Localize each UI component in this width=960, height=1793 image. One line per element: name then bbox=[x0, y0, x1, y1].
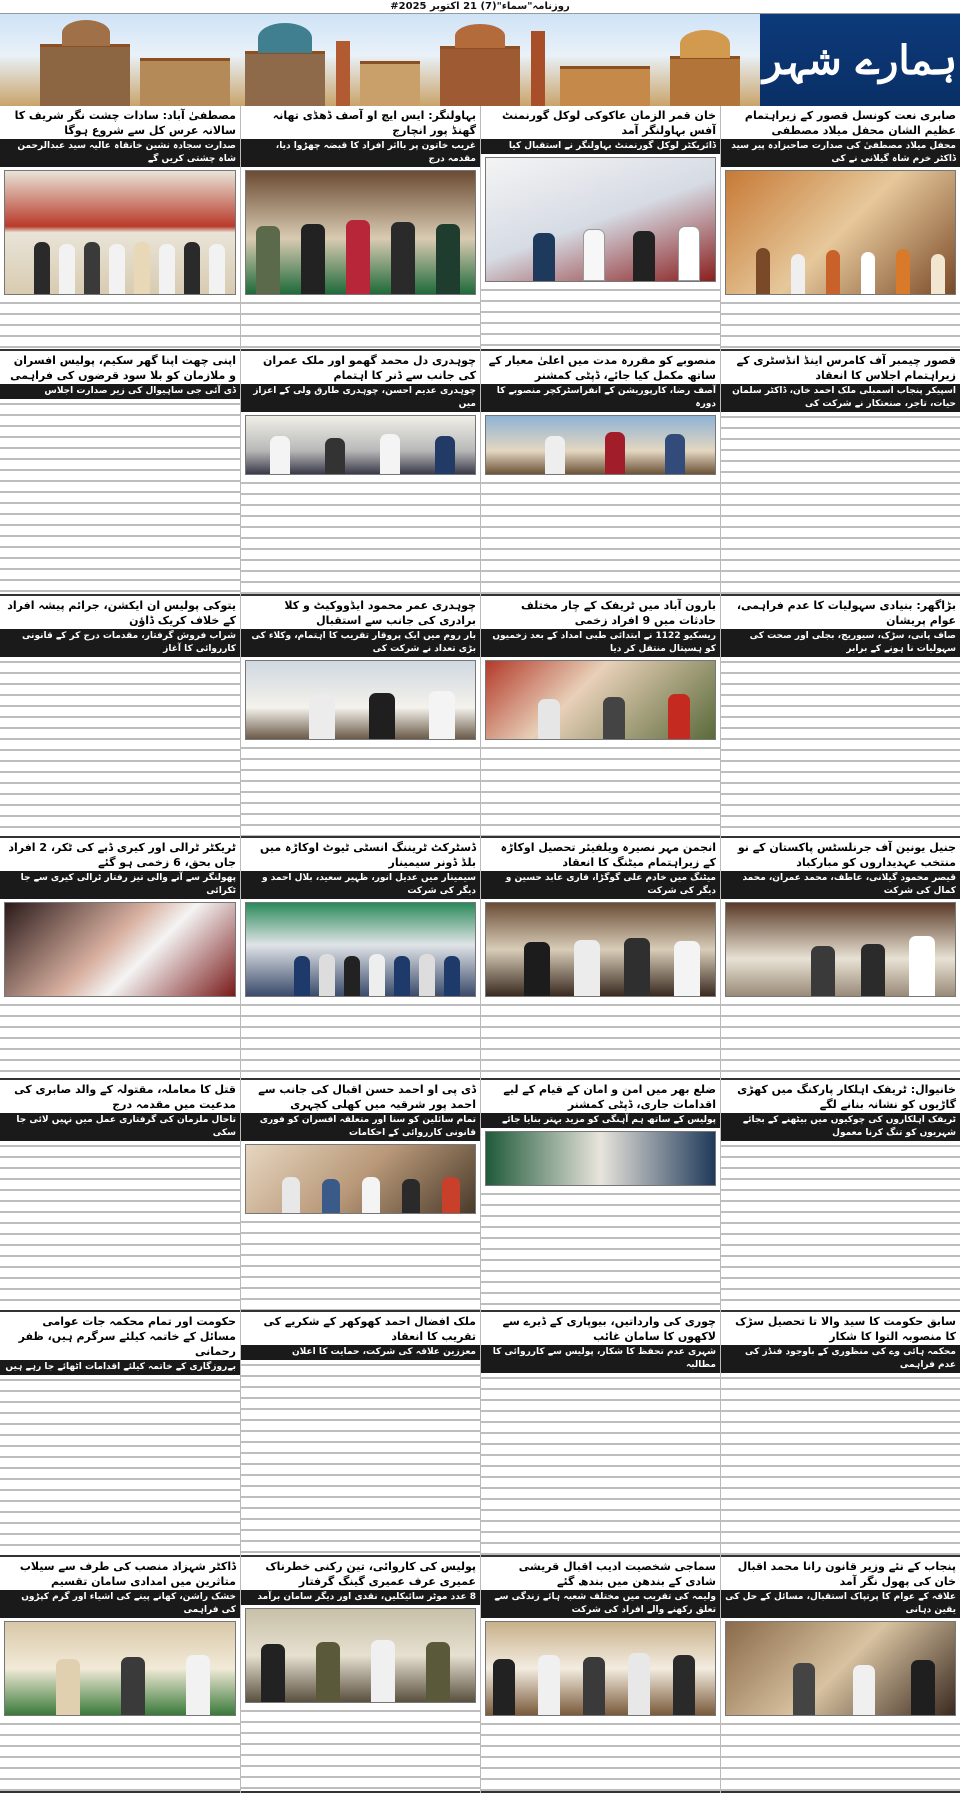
story-subheadline: سیمینار میں عدیل انور، ظہیر سعید، بلال احمد و دیگر کی شرکت bbox=[241, 871, 480, 899]
story-body-text bbox=[721, 1000, 960, 1078]
story-body-text bbox=[481, 285, 720, 349]
news-story bbox=[0, 106, 240, 351]
story-headline[interactable]: چوہدری دل محمد گھمو اور ملک عمران کی جانب سے ڈنر کا اہتمام bbox=[263, 354, 476, 382]
news-story bbox=[481, 351, 720, 596]
story-subheadline: پھولنگر سے آنے والی تیز رفتار ٹرالی کیری سے جا ٹکرائی bbox=[0, 871, 240, 899]
story-subheadline: محکمہ ہائی وے کی منظوری کے باوجود فنڈز کی عدم فراہمی bbox=[721, 1345, 960, 1373]
story-subheadline: اسپیکر پنجاب اسمبلی ملک احمد خان، ڈاکٹر سلمان حیات، تاجر، صنعتکار نے شرکت کی bbox=[721, 384, 960, 412]
story-subheadline: ڈائریکٹر لوکل گورنمنٹ بہاولنگر نے استقبال کیا bbox=[481, 139, 720, 154]
story-photo bbox=[4, 170, 236, 295]
story-body-text bbox=[241, 743, 480, 836]
story-subheadline: آصف رضا، کارپوریشن کے انفراسٹرکچر منصوبے کا دورہ bbox=[481, 384, 720, 412]
news-story bbox=[0, 1557, 240, 1793]
story-headline[interactable]: بڑاگھر: بنیادی سہولیات کا عدم فراہمی، عوام پریشان bbox=[736, 599, 956, 627]
story-subheadline: 8 عدد موٹر سائیکلیں، نقدی اور دیگر سامان برآمد bbox=[241, 1590, 480, 1605]
story-body-text bbox=[481, 1719, 720, 1791]
story-photo bbox=[485, 1131, 716, 1186]
story-body-text bbox=[481, 1000, 720, 1078]
section-banner bbox=[0, 14, 960, 106]
story-subheadline: شراب فروش گرفتار، مقدمات درج کر کے قانونی کارروائی کا آغاز bbox=[0, 629, 240, 657]
story-body-text bbox=[481, 1373, 720, 1555]
news-story bbox=[241, 1312, 480, 1557]
story-headline[interactable]: سابق حکومت کا سید والا تا تحصیل سڑک کا منصوبہ التوا کا شکار bbox=[735, 1315, 956, 1343]
story-headline[interactable]: پنجاب کے نئے وزیر قانون رانا محمد اقبال خان کی پھول نگر آمد bbox=[737, 1560, 956, 1588]
story-subheadline: ریسکیو 1122 نے ابتدائی طبی امداد کے بعد زخمیوں کو ہسپتال منتقل کر دیا bbox=[481, 629, 720, 657]
story-headline[interactable]: صابری نعت کونسل قصور کے زیراہتمام عظیم الشان محفل میلاد مصطفی bbox=[744, 109, 956, 137]
story-photo bbox=[485, 157, 716, 282]
news-story bbox=[241, 838, 480, 1080]
story-headline[interactable]: یتوکی پولیس ان ایکشن، جرائم پیشہ افراد کے خلاف کریک ڈاؤن bbox=[7, 599, 236, 627]
story-body-text bbox=[241, 1000, 480, 1078]
story-subheadline: ڈی آئی جی ساہیوال کی زیر صدارت اجلاس bbox=[0, 384, 240, 399]
story-subheadline: قیصر محمود گیلانی، عاطف، محمد عمران، محمد کمال کی شرکت bbox=[721, 871, 960, 899]
news-story bbox=[241, 596, 480, 838]
story-photo bbox=[245, 660, 476, 740]
news-story bbox=[481, 596, 720, 838]
story-headline[interactable]: قصور چیمبر آف کامرس اینڈ انڈسٹری کے زیراہتمام اجلاس کا انعقاد bbox=[736, 354, 956, 382]
story-photo bbox=[245, 415, 476, 475]
news-story bbox=[481, 1312, 720, 1557]
news-story bbox=[0, 351, 240, 596]
story-body-text bbox=[0, 298, 240, 349]
story-photo bbox=[485, 1621, 716, 1716]
story-photo bbox=[4, 1621, 236, 1716]
story-photo bbox=[245, 1608, 476, 1703]
story-headline[interactable]: بہاولنگر: ایس ایچ او آصف ڈھڈی تھانہ گھنڈ پور انچارج bbox=[272, 109, 476, 137]
story-headline[interactable]: بارون آباد میں ٹریفک کے چار مختلف حادثات میں 9 افراد زخمی bbox=[520, 599, 716, 627]
news-story bbox=[481, 106, 720, 351]
story-body-text bbox=[721, 1373, 960, 1555]
story-subheadline: معززین علاقہ کی شرکت، حمایت کا اعلان bbox=[241, 1345, 480, 1360]
news-story bbox=[721, 106, 960, 351]
story-headline[interactable]: خان قمر الزمان عاکوکی لوکل گورنمنٹ آفس بہاولنگر آمد bbox=[501, 109, 716, 137]
section-title: ہمارے شہر bbox=[760, 14, 960, 106]
story-headline[interactable]: جنیل یونین آف جرنلسٹس پاکستان کے نو منتخب عہدیداروں کو مبارکباد bbox=[737, 841, 956, 869]
story-headline[interactable]: ٹریکٹر ٹرالی اور کیری ڈبے کی ٹکر، 2 افراد جاں بحق، 6 زخمی ہو گئے bbox=[8, 841, 236, 869]
story-headline[interactable]: چوری کی وارداتیں، بیوپاری کے ڈیرے سے لاکھوں کا سامان غائب bbox=[502, 1315, 716, 1343]
news-story bbox=[0, 596, 240, 838]
story-body-text bbox=[721, 298, 960, 349]
story-body-text bbox=[721, 412, 960, 594]
story-body-text bbox=[481, 478, 720, 594]
story-subheadline: تاحال ملزمان کی گرفتاری عمل میں نہیں لائی جا سکی bbox=[0, 1113, 240, 1141]
story-subheadline: پولیس کے ساتھ ہم آہنگی کو مزید بہتر بنایا جائے bbox=[481, 1113, 720, 1128]
story-headline[interactable]: اپنی چھت اپنا گھر سکیم، پولیس افسران و ملازمان کو بلا سود قرضوں کی فراہمی bbox=[10, 354, 236, 382]
story-body-text bbox=[0, 399, 240, 594]
story-headline[interactable]: ڈاکٹر شہزاد منصب کی طرف سے سیلاب متاثرین میں امدادی سامان تقسیم bbox=[19, 1560, 236, 1588]
story-headline[interactable]: منصوبے کو مقررہ مدت میں اعلیٰ معیار کے ساتھ مکمل کیا جائے، ڈپٹی کمشنر bbox=[488, 354, 716, 382]
story-subheadline: بار روم میں ایک پروقار تقریب کا اہتمام، وکلاء کی بڑی تعداد نے شرکت کی bbox=[241, 629, 480, 657]
news-column-3 bbox=[240, 106, 480, 1793]
news-story bbox=[721, 1557, 960, 1793]
story-body-text bbox=[241, 1706, 480, 1791]
story-subheadline: شہری عدم تحفظ کا شکار، پولیس سے کارروائی کا مطالبہ bbox=[481, 1345, 720, 1373]
news-story bbox=[481, 838, 720, 1080]
news-story bbox=[481, 1557, 720, 1793]
story-body-text bbox=[0, 1141, 240, 1310]
news-story bbox=[241, 351, 480, 596]
story-subheadline: ٹریفک اہلکاروں کی چوکیوں میں بیٹھنے کے بجائے شہریوں کو تنگ کرنا معمول bbox=[721, 1113, 960, 1141]
story-photo bbox=[725, 170, 956, 295]
story-subheadline: خشک راشن، کھانے پینے کی اشیاء اور گرم کپڑوں کی فراہمی bbox=[0, 1590, 240, 1618]
news-story bbox=[721, 596, 960, 838]
story-photo bbox=[245, 170, 476, 295]
story-headline[interactable]: ضلع بھر میں امن و امان کے قیام کے لیے اقدامات جاری، ڈپٹی کمشنر bbox=[503, 1083, 716, 1111]
story-body-text bbox=[241, 1360, 480, 1555]
story-photo bbox=[4, 902, 236, 997]
story-headline[interactable]: ڈسٹرکٹ ٹریننگ انسٹی ٹیوٹ اوکاڑہ میں بلڈ ڈونر سیمینار bbox=[260, 841, 476, 869]
story-subheadline: چوہدری عدیم احسن، چوہدری طارق ولی کے اعزاز میں bbox=[241, 384, 480, 412]
story-headline[interactable]: خانیوال: ٹریفک اہلکار پارکنگ میں کھڑی گاڑیوں کو نشانہ بنانے لگے bbox=[737, 1083, 956, 1111]
story-body-text bbox=[721, 1141, 960, 1310]
story-body-text bbox=[721, 1719, 960, 1791]
story-body-text bbox=[0, 1000, 240, 1078]
news-story bbox=[241, 1080, 480, 1312]
story-subheadline: بےروزگاری کے خاتمہ کیلئے اقدامات اٹھائے جا رہے ہیں bbox=[0, 1360, 240, 1375]
story-body-text bbox=[241, 478, 480, 594]
story-headline[interactable]: قتل کا معاملہ، مقتولہ کے والد صابری کی مدعیت میں مقدمہ درج bbox=[14, 1083, 236, 1111]
story-subheadline: صاف پانی، سڑک، سیوریج، بجلی اور صحت کی سہولیات نا ہونے کے برابر bbox=[721, 629, 960, 657]
news-story bbox=[721, 351, 960, 596]
news-story bbox=[0, 1080, 240, 1312]
story-subheadline: میٹنگ میں خادم علی گوگڑا، قاری عابد حسین و دیگر کی شرکت bbox=[481, 871, 720, 899]
news-story bbox=[241, 106, 480, 351]
story-photo bbox=[485, 415, 716, 475]
story-photo bbox=[245, 1144, 476, 1214]
news-column-1 bbox=[720, 106, 960, 1793]
story-subheadline: محفل میلاد مصطفیٰ کی صدارت صاحبزادہ پیر سید ڈاکٹر خرم شاہ گیلانی نے کی bbox=[721, 139, 960, 167]
story-photo bbox=[725, 1621, 956, 1716]
story-subheadline: غریب خاتون پر بااثر افراد کا قبضہ چھڑوا دیا، مقدمہ درج bbox=[241, 139, 480, 167]
news-story bbox=[481, 1080, 720, 1312]
city-skyline-illustration bbox=[0, 14, 760, 106]
story-headline[interactable]: سماجی شخصیت ادیب اقبال قریشی شادی کے بندھن میں بندھ گئے bbox=[518, 1560, 716, 1588]
news-column-4 bbox=[0, 106, 240, 1793]
story-photo bbox=[485, 660, 716, 740]
story-body-text bbox=[721, 657, 960, 836]
news-story bbox=[721, 1080, 960, 1312]
story-body-text bbox=[0, 1375, 240, 1555]
story-body-text bbox=[241, 298, 480, 349]
story-body-text bbox=[0, 657, 240, 836]
story-body-text bbox=[0, 1719, 240, 1791]
story-headline[interactable]: حکومت اور تمام محکمہ جات عوامی مسائل کے خاتمہ کیلئے سرگرم ہیں، ظفر رحمانی bbox=[18, 1315, 236, 1358]
story-headline[interactable]: انجمن مہر نصیرہ ویلفیئر تحصیل اوکاڑہ کے زیراہتمام میٹنگ کا انعقاد bbox=[500, 841, 716, 869]
story-photo bbox=[485, 902, 716, 997]
news-story bbox=[721, 838, 960, 1080]
news-story bbox=[0, 1312, 240, 1557]
story-photo bbox=[245, 902, 476, 997]
story-photo bbox=[725, 902, 956, 997]
story-headline[interactable]: ڈی پی او احمد حسن اقبال کی جانب سے احمد پور شرقیہ میں کھلی کچہری bbox=[258, 1083, 476, 1111]
story-headline[interactable]: چوہدری عمر محمود ایڈووکیٹ و کلا برادری کی جانب سے استقبال bbox=[284, 599, 476, 627]
news-story bbox=[0, 838, 240, 1080]
story-subheadline: تمام سائلین کو سنا اور متعلقہ افسران کو فوری قانونی کارروائی کے احکامات bbox=[241, 1113, 480, 1141]
dateline: روزنامہ"سماء"(7) 21 اکتوبر 2025# bbox=[0, 0, 960, 14]
story-subheadline: صدارت سجادہ نشین خانقاہ عالیہ سید عبدالرحمن شاہ چشتی کریں گے bbox=[0, 139, 240, 167]
story-body-text bbox=[481, 743, 720, 836]
news-story bbox=[721, 1312, 960, 1557]
news-column-2 bbox=[480, 106, 720, 1793]
story-headline[interactable]: مصطفیٰ آباد: سادات چشت نگر شریف کا سالانہ عرس کل سے شروع ہوگا bbox=[14, 109, 236, 137]
story-headline[interactable]: پولیس کی کاروائی، تین رکنی خطرناک عمیری عرف عمیری گینگ گرفتار bbox=[265, 1560, 476, 1588]
story-subheadline: علاقہ کے عوام کا پرتپاک استقبال، مسائل کے حل کی یقین دہانی bbox=[721, 1590, 960, 1618]
story-headline[interactable]: ملک افضال احمد کھوکھر کے شکریے کی تقریب کا انعقاد bbox=[263, 1315, 476, 1343]
story-subheadline: ولیمہ کی تقریب میں مختلف شعبہ ہائے زندگی سے تعلق رکھنے والے افراد کی شرکت bbox=[481, 1590, 720, 1618]
story-body-text bbox=[481, 1189, 720, 1310]
news-story bbox=[241, 1557, 480, 1793]
story-body-text bbox=[241, 1217, 480, 1310]
